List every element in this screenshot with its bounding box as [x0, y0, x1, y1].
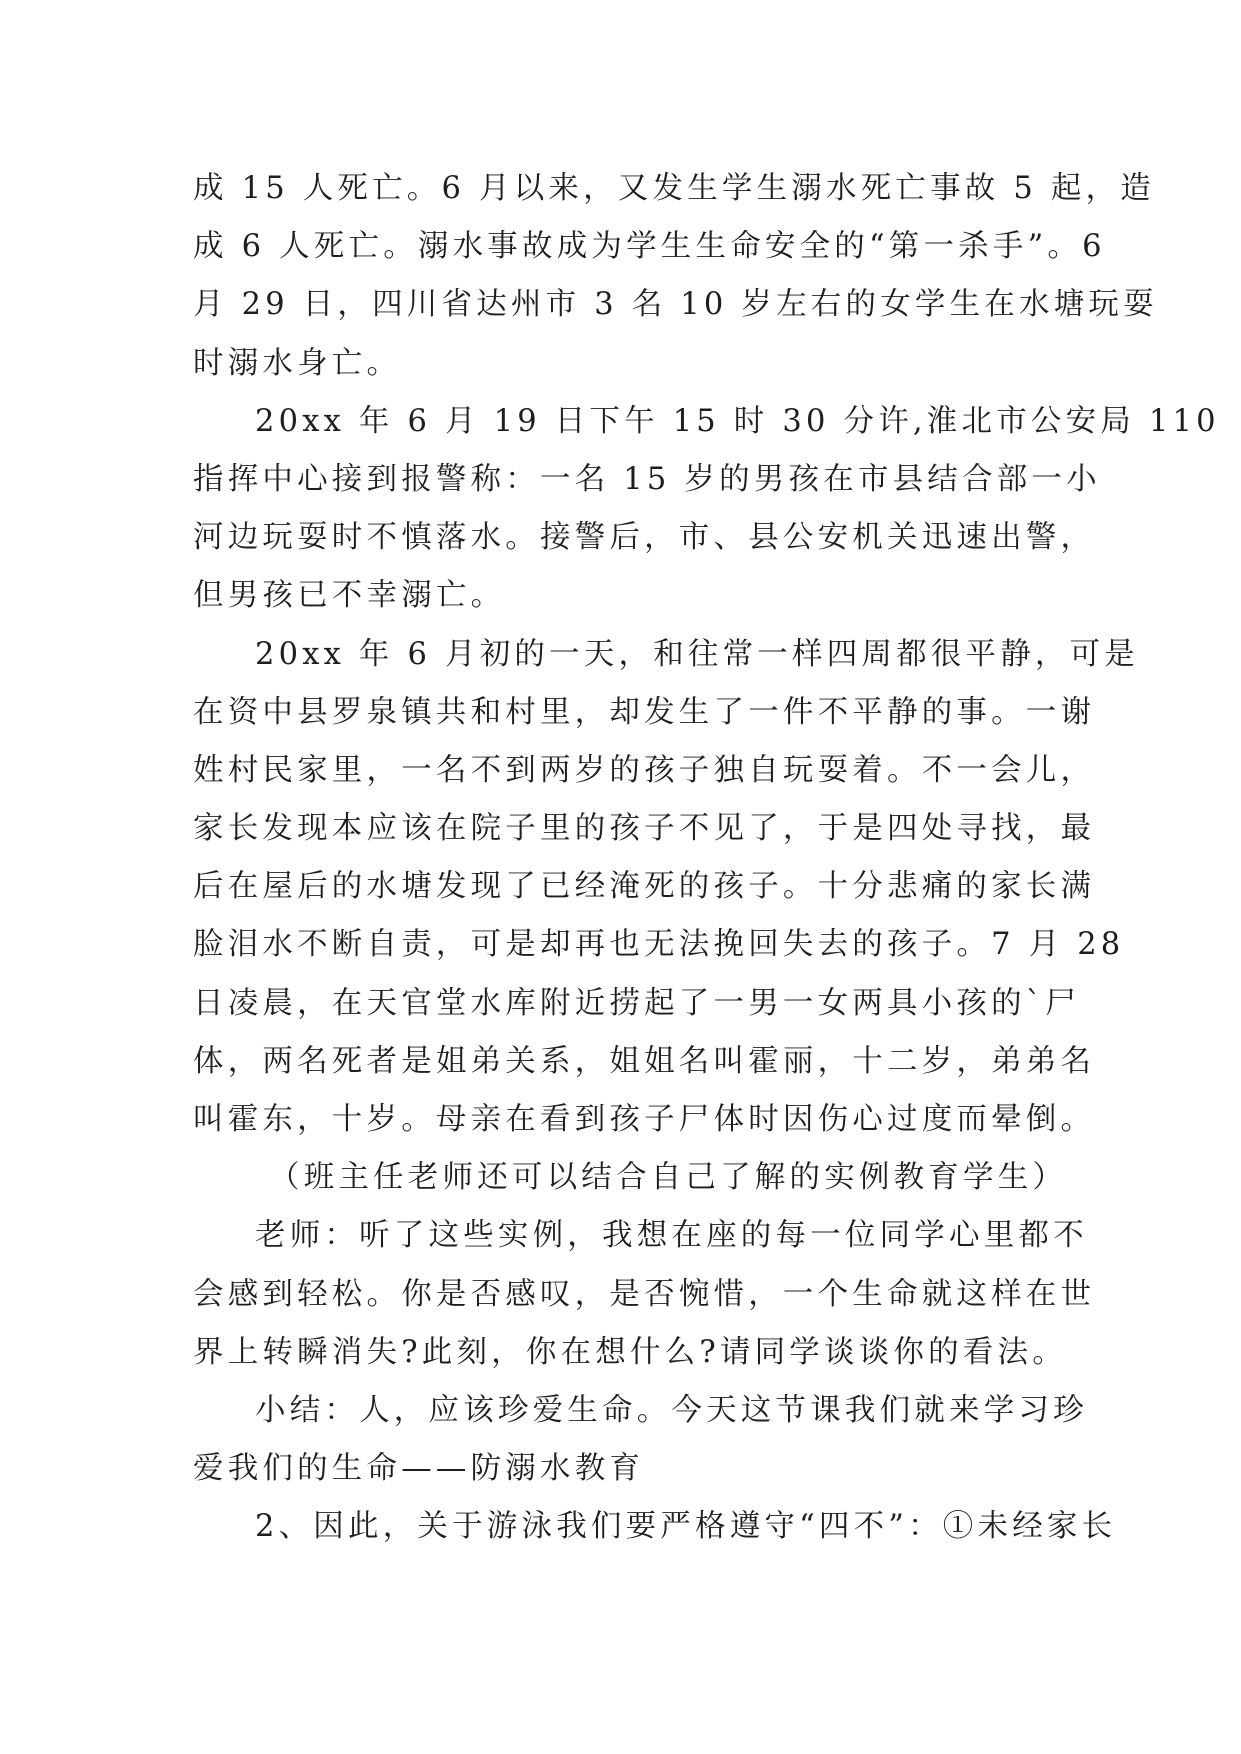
text-line: 成 6 人死亡。溺水事故成为学生生命安全的“第一杀手”。6 — [193, 229, 1106, 265]
text-line: 河边玩耍时不慎落水。接警后，市、县公安机关迅速出警， — [193, 520, 1096, 556]
text-line: 脸泪水不断自责，可是却再也无法挽回失去的孩子。7 月 28 — [193, 927, 1125, 963]
text-line: 日凌晨，在天官堂水库附近捞起了一男一女两具小孩的`尸 — [193, 985, 1080, 1021]
text-line: 爱我们的生命——防溺水教育 — [193, 1451, 645, 1487]
text-line: 月 29 日，四川省达州市 3 名 10 岁左右的女学生在水塘玩耍 — [193, 287, 1158, 323]
text-line: 但男孩已不幸溺亡。 — [193, 578, 506, 614]
text-line: 小结：人，应该珍爱生命。今天这节课我们就来学习珍 — [255, 1392, 1088, 1428]
text-line: 成 15 人死亡。6 月以来，又发生学生溺水死亡事故 5 起，造 — [193, 171, 1155, 206]
text-line: 界上转瞬消失?此刻，你在想什么?请同学谈谈你的看法。 — [193, 1334, 1067, 1370]
text-line: 叫霍东，十岁。母亲在看到孩子尸体时因伤心过度而晕倒。 — [193, 1102, 1096, 1137]
text-line: 姓村民家里，一名不到两岁的孩子独自玩耍着。不一会儿， — [193, 752, 1096, 788]
text-line: 家长发现本应该在院子里的孩子不见了，于是四处寻找，最 — [193, 811, 1096, 847]
text-line: 老师：听了这些实例，我想在座的每一位同学心里都不 — [255, 1218, 1088, 1254]
text-line: 体，两名死者是姐弟关系，姐姐名叫霍丽，十二岁，弟弟名 — [193, 1043, 1096, 1079]
text-line: 后在屋后的水塘发现了已经淹死的孩子。十分悲痛的家长满 — [193, 869, 1096, 905]
text-line: （班主任老师还可以结合自己了解的实例教育学生） — [269, 1160, 1068, 1196]
text-line: 2、因此，关于游泳我们要严格遵守“四不”：①未经家长 — [255, 1509, 1117, 1545]
text-line: 20xx 年 6 月 19 日下午 15 时 30 分许,淮北市公安局 110 — [255, 403, 1220, 439]
document-body — [193, 160, 1220, 1557]
text-line: 时溺水身亡。 — [193, 345, 402, 381]
text-line: 在资中县罗泉镇共和村里，却发生了一件不平静的事。一谢 — [193, 694, 1096, 730]
text-line: 会感到轻松。你是否感叹，是否惋惜，一个生命就这样在世 — [193, 1276, 1096, 1312]
text-line: 20xx 年 6 月初的一天，和往常一样四周都很平静，可是 — [255, 636, 1140, 672]
text-line: 指挥中心接到报警称：一名 15 岁的男孩在市县结合部一小 — [193, 461, 1101, 497]
